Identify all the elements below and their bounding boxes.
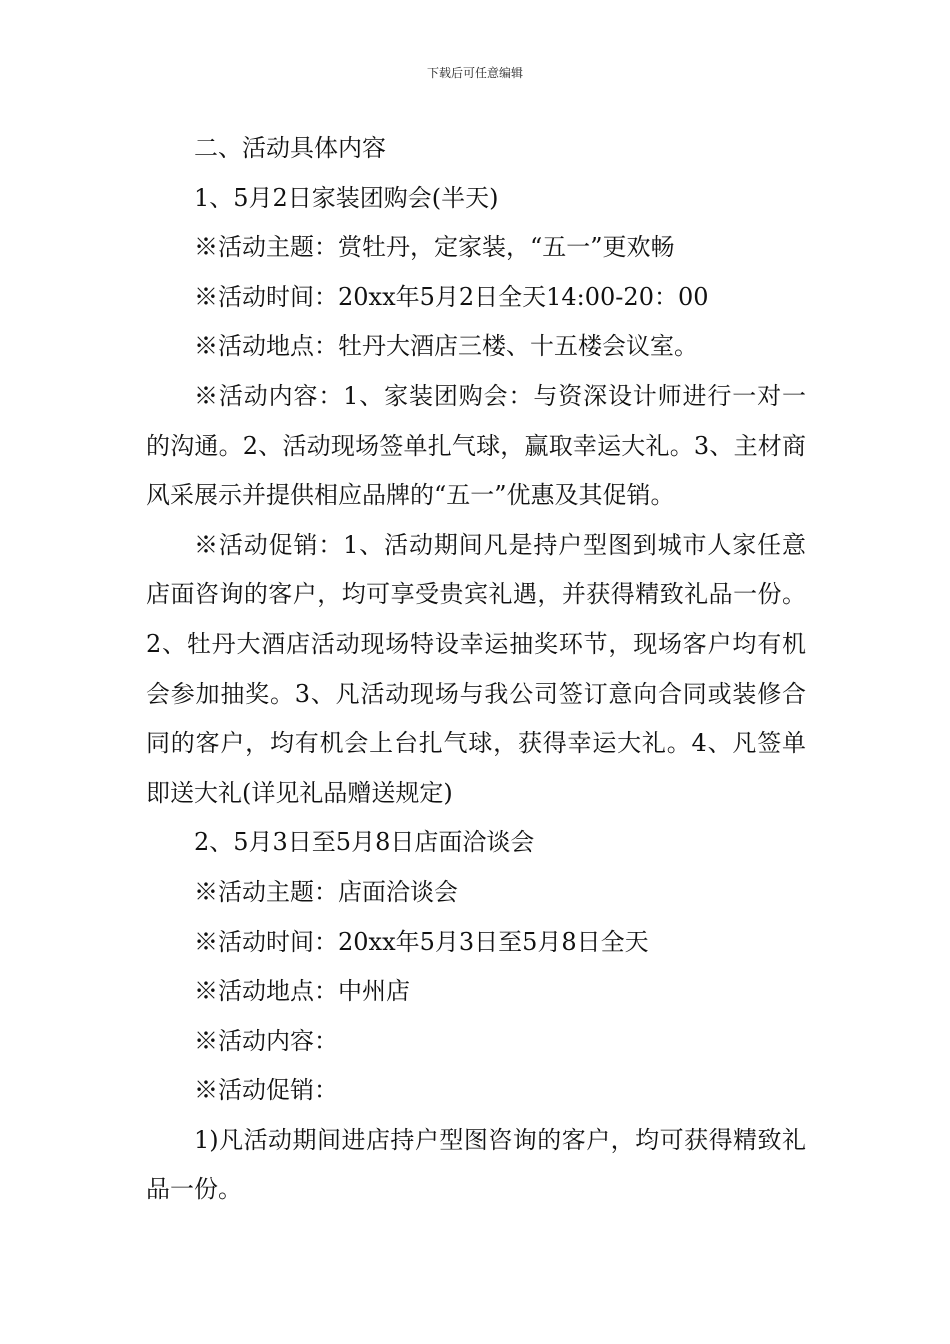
section-heading: 二、活动具体内容 bbox=[194, 134, 386, 162]
event-2-content: ※活动内容： bbox=[194, 1026, 338, 1055]
event-1-content: ※活动内容：1、家装团购会：与资深设计师进行一对一的沟通。2、活动现场签单扎气球，赢取幸运大礼。3、主材商风采展示并提供相应品牌的“五一”优惠及其促销。 bbox=[146, 381, 806, 510]
document-body bbox=[146, 124, 806, 1215]
event-2-time: ※活动时间：20xx年5月3日至5月8日全天 bbox=[194, 927, 649, 956]
event-2-theme: ※活动主题：店面洽谈会 bbox=[194, 877, 458, 906]
event-1-location: ※活动地点：牡丹大酒店三楼、十五楼会议室。 bbox=[194, 332, 698, 361]
event-2-title: 2、5月3日至5月8日店面洽谈会 bbox=[194, 828, 535, 857]
event-2-location: ※活动地点：中州店 bbox=[194, 977, 410, 1006]
event-2-promotion-item-1: 1)凡活动期间进店持户型图咨询的客户，均可获得精致礼品一份。 bbox=[146, 1125, 806, 1204]
event-1-promotion: ※活动促销：1、活动期间凡是持户型图到城市人家任意店面咨询的客户，均可享受贵宾礼遇，并获得精致礼品一份。2、牡丹大酒店活动现场特设幸运抽奖环节，现场客户均有机会参加抽奖。3、凡活动现场与我公司签订意向合同或装修合同的客户，均有机会上台扎气球，获得幸运大礼。4、凡签单即送大礼(详见礼品赠送规定) bbox=[146, 530, 806, 807]
event-1-theme: ※活动主题：赏牡丹，定家装，“五一”更欢畅 bbox=[194, 233, 675, 262]
event-1-time: ※活动时间：20xx年5月2日全天14:00-20：00 bbox=[194, 282, 709, 311]
header-note: 下载后可任意编辑 bbox=[426, 66, 523, 80]
event-2-promotion: ※活动促销： bbox=[194, 1076, 338, 1105]
event-1-title: 1、5月2日家装团购会(半天) bbox=[194, 183, 499, 212]
